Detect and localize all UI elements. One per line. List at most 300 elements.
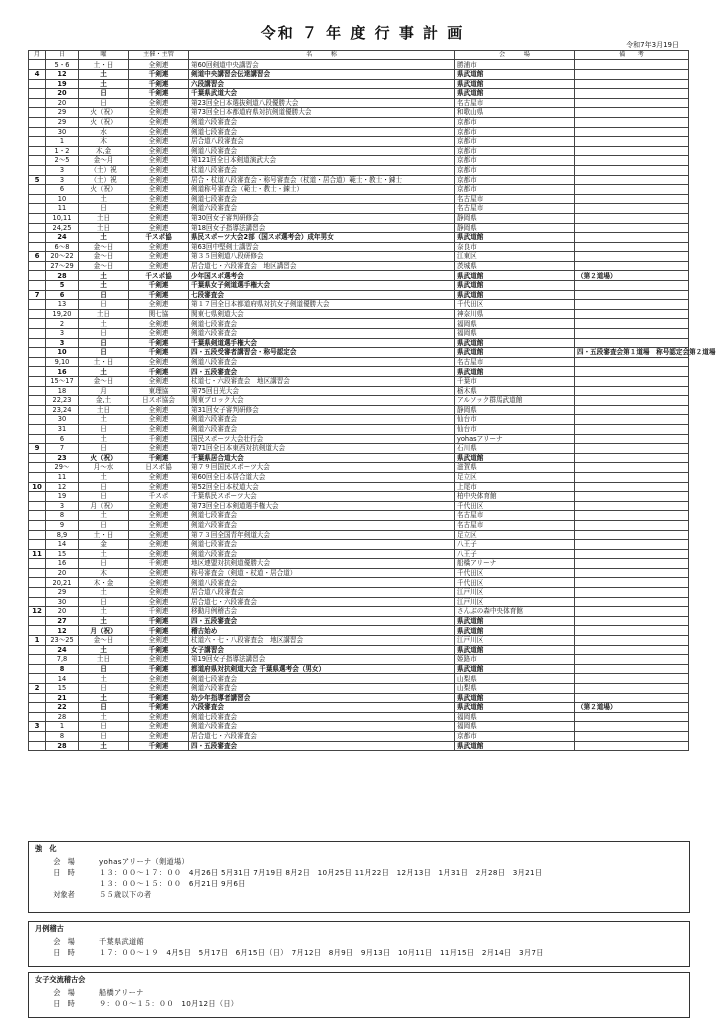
- cell-weekday: 日: [79, 204, 129, 214]
- cell-remarks: [575, 175, 689, 185]
- cell-remarks: [575, 645, 689, 655]
- table-row: [29, 329, 689, 339]
- cell-venue: 福岡県: [455, 712, 575, 722]
- cell-event-name: 第52回全日本杖道大会: [189, 482, 455, 492]
- cell-month: [29, 89, 46, 99]
- table-row: [29, 213, 689, 223]
- table-row: [29, 108, 689, 118]
- cell-event-name: 女子講習会: [189, 645, 455, 655]
- cell-month: [29, 146, 46, 156]
- cell-event-name: 剣道八段審査会: [189, 578, 455, 588]
- cell-month: [29, 357, 46, 367]
- cell-venue: 奈良市: [455, 242, 575, 252]
- cell-weekday: 木: [79, 568, 129, 578]
- cell-month: [29, 223, 46, 233]
- cell-day: 10,11: [46, 213, 79, 223]
- cell-weekday: 木: [79, 137, 129, 147]
- cell-organizer: 全剣連: [129, 117, 189, 127]
- header-venue: 会 場: [455, 51, 575, 60]
- table-row: [29, 146, 689, 156]
- cell-day: 13: [46, 300, 79, 310]
- cell-venue: 茨城県: [455, 261, 575, 271]
- cell-event-name: 居合道八段審査会: [189, 588, 455, 598]
- cell-remarks: [575, 674, 689, 684]
- cell-remarks: [575, 127, 689, 137]
- cell-weekday: 日: [79, 444, 129, 454]
- table-row: [29, 703, 689, 713]
- cell-weekday: 火（祝）: [79, 185, 129, 195]
- cell-organizer: 全剣連: [129, 213, 189, 223]
- cell-venue: 静岡県: [455, 213, 575, 223]
- cell-month: [29, 329, 46, 339]
- cell-event-name: 第７３回全国青年剣道大会: [189, 530, 455, 540]
- cell-venue: 県武道館: [455, 338, 575, 348]
- joshi-venue-label: 会 場: [53, 988, 75, 997]
- cell-month: [29, 165, 46, 175]
- cell-organizer: 全剣連: [129, 530, 189, 540]
- cell-venue: 県武道館: [455, 367, 575, 377]
- cell-event-name: 第71回全日本東西対抗剣道大会: [189, 444, 455, 454]
- cell-organizer: 全剣連: [129, 549, 189, 559]
- cell-day: 15～17: [46, 377, 79, 387]
- cell-day: 9: [46, 520, 79, 530]
- cell-weekday: 土: [79, 194, 129, 204]
- kyoka-time-line-2: １３：００～１５：００ 6月21日 9月6日: [99, 879, 246, 888]
- cell-day: 1・2: [46, 146, 79, 156]
- table-row: [29, 482, 689, 492]
- cell-organizer: 千剣連: [129, 281, 189, 291]
- cell-day: 24: [46, 645, 79, 655]
- cell-month: [29, 453, 46, 463]
- cell-remarks: [575, 156, 689, 166]
- cell-event-name: 関東ブロック大会: [189, 396, 455, 406]
- cell-organizer: 全剣連: [129, 424, 189, 434]
- cell-event-name: 居合道八段審査会: [189, 137, 455, 147]
- cell-weekday: 土: [79, 588, 129, 598]
- cell-day: 20: [46, 607, 79, 617]
- cell-remarks: [575, 329, 689, 339]
- cell-day: 16: [46, 367, 79, 377]
- cell-day: 19: [46, 79, 79, 89]
- cell-venue: 京都市: [455, 731, 575, 741]
- cell-venue: 千代田区: [455, 578, 575, 588]
- cell-month: 12: [29, 607, 46, 617]
- cell-month: [29, 434, 46, 444]
- cell-month: [29, 492, 46, 502]
- cell-weekday: 火（祝）: [79, 117, 129, 127]
- cell-event-name: 少年国スポ選考会: [189, 271, 455, 281]
- cell-remarks: [575, 741, 689, 751]
- table-row: [29, 588, 689, 598]
- cell-day: 1: [46, 722, 79, 732]
- cell-venue: 福岡県: [455, 329, 575, 339]
- cell-organizer: 全剣連: [129, 712, 189, 722]
- cell-weekday: 日: [79, 329, 129, 339]
- cell-month: [29, 703, 46, 713]
- cell-weekday: 火（祝）: [79, 453, 129, 463]
- cell-remarks: [575, 492, 689, 502]
- cell-event-name: 居合道七・六段審査会: [189, 597, 455, 607]
- cell-weekday: 土日: [79, 309, 129, 319]
- cell-event-name: 第30回女子審判研修会: [189, 213, 455, 223]
- cell-weekday: 金～月: [79, 156, 129, 166]
- table-row: [29, 252, 689, 262]
- cell-venue: 仙台市: [455, 415, 575, 425]
- cell-month: [29, 137, 46, 147]
- cell-event-name: 居合道七・六段審査会: [189, 731, 455, 741]
- cell-event-name: 杖道六・七・八段審査会 地区講習会: [189, 636, 455, 646]
- cell-venue: 名古屋市: [455, 357, 575, 367]
- cell-organizer: 全剣連: [129, 108, 189, 118]
- cell-organizer: 全剣連: [129, 511, 189, 521]
- cell-day: 3: [46, 329, 79, 339]
- cell-weekday: 日: [79, 559, 129, 569]
- table-row: [29, 60, 689, 70]
- cell-month: [29, 578, 46, 588]
- cell-remarks: [575, 530, 689, 540]
- table-row: [29, 357, 689, 367]
- cell-venue: 福岡県: [455, 722, 575, 732]
- cell-venue: 県武道館: [455, 70, 575, 80]
- cell-remarks: [575, 588, 689, 598]
- cell-weekday: 土: [79, 472, 129, 482]
- cell-event-name: 千葉県武道大会: [189, 89, 455, 99]
- cell-remarks: [575, 434, 689, 444]
- cell-event-name: 四・五段受審者講習会・称号認定会: [189, 348, 455, 358]
- cell-weekday: 日: [79, 89, 129, 99]
- cell-remarks: [575, 137, 689, 147]
- cell-organizer: 全剣連: [129, 300, 189, 310]
- cell-venue: 京都市: [455, 137, 575, 147]
- cell-day: 3: [46, 338, 79, 348]
- cell-event-name: 第１７回全日本都道府県対抗女子剣道優勝大会: [189, 300, 455, 310]
- table-row: [29, 261, 689, 271]
- cell-venue: さんぶの森中央体育館: [455, 607, 575, 617]
- cell-event-name: 剣道六段審査会: [189, 520, 455, 530]
- cell-weekday: 土: [79, 319, 129, 329]
- cell-day: 11: [46, 204, 79, 214]
- cell-remarks: [575, 357, 689, 367]
- cell-remarks: [575, 146, 689, 156]
- cell-event-name: 稽古始め: [189, 626, 455, 636]
- cell-weekday: 日: [79, 492, 129, 502]
- cell-weekday: 土日: [79, 213, 129, 223]
- cell-month: [29, 79, 46, 89]
- cell-month: [29, 559, 46, 569]
- table-row: [29, 741, 689, 751]
- cell-venue: 名古屋市: [455, 98, 575, 108]
- joshi-box: [28, 972, 690, 1018]
- cell-venue: 江戸川区: [455, 588, 575, 598]
- table-row: [29, 223, 689, 233]
- cell-organizer: 千剣連: [129, 367, 189, 377]
- cell-day: 14: [46, 674, 79, 684]
- cell-month: [29, 472, 46, 482]
- cell-day: 16: [46, 559, 79, 569]
- cell-venue: 県武道館: [455, 703, 575, 713]
- cell-event-name: 千葉県女子剣道選手権大会: [189, 281, 455, 291]
- cell-remarks: [575, 520, 689, 530]
- cell-venue: 山梨県: [455, 684, 575, 694]
- cell-day: 3: [46, 175, 79, 185]
- cell-month: 10: [29, 482, 46, 492]
- cell-event-name: 移動月例稽古会: [189, 607, 455, 617]
- cell-organizer: 千剣連: [129, 664, 189, 674]
- cell-organizer: 関七協: [129, 309, 189, 319]
- cell-weekday: 火（祝）: [79, 108, 129, 118]
- cell-event-name: 地区連盟対抗剣道優勝大会: [189, 559, 455, 569]
- cell-venue: 足立区: [455, 530, 575, 540]
- cell-organizer: 全剣連: [129, 415, 189, 425]
- cell-day: 5・6: [46, 60, 79, 70]
- cell-remarks: [575, 511, 689, 521]
- cell-day: 8: [46, 664, 79, 674]
- cell-month: [29, 185, 46, 195]
- cell-weekday: 土: [79, 645, 129, 655]
- cell-weekday: 月（祝）: [79, 501, 129, 511]
- cell-remarks: [575, 252, 689, 262]
- header-organizer: 主催・主管: [129, 51, 189, 60]
- cell-event-name: 剣道中央講習会伝達講習会: [189, 70, 455, 80]
- cell-day: 6: [46, 185, 79, 195]
- cell-venue: 上尾市: [455, 482, 575, 492]
- table-row: [29, 616, 689, 626]
- cell-day: 7,8: [46, 655, 79, 665]
- cell-day: 29: [46, 117, 79, 127]
- cell-day: 10: [46, 348, 79, 358]
- cell-day: 18: [46, 386, 79, 396]
- cell-day: 30: [46, 127, 79, 137]
- cell-organizer: 全剣連: [129, 636, 189, 646]
- cell-day: 23: [46, 453, 79, 463]
- table-row: [29, 348, 689, 358]
- cell-day: 8: [46, 731, 79, 741]
- cell-weekday: 木,金: [79, 146, 129, 156]
- cell-organizer: 全剣連: [129, 597, 189, 607]
- cell-weekday: 土: [79, 674, 129, 684]
- table-row: [29, 492, 689, 502]
- cell-event-name: 剣道六段審査会: [189, 722, 455, 732]
- cell-organizer: 全剣連: [129, 98, 189, 108]
- cell-remarks: [575, 472, 689, 482]
- table-row: [29, 137, 689, 147]
- cell-weekday: （土）祝: [79, 175, 129, 185]
- getsurei-venue: 千葉県武道館: [99, 937, 144, 946]
- cell-remarks: [575, 712, 689, 722]
- cell-organizer: 全剣連: [129, 261, 189, 271]
- cell-organizer: 全剣連: [129, 722, 189, 732]
- cell-remarks: （第２道場）: [575, 703, 689, 713]
- cell-venue: 京都市: [455, 127, 575, 137]
- cell-organizer: 全剣連: [129, 194, 189, 204]
- cell-event-name: 千葉県居合道大会: [189, 453, 455, 463]
- cell-day: 12: [46, 626, 79, 636]
- cell-remarks: [575, 319, 689, 329]
- cell-venue: 千葉市: [455, 377, 575, 387]
- cell-month: [29, 405, 46, 415]
- cell-day: 22,23: [46, 396, 79, 406]
- cell-event-name: 第75回日光大会: [189, 386, 455, 396]
- cell-remarks: [575, 636, 689, 646]
- kyoka-box: [28, 841, 690, 913]
- table-row: [29, 712, 689, 722]
- cell-venue: 県武道館: [455, 281, 575, 291]
- cell-weekday: 土: [79, 741, 129, 751]
- cell-organizer: 千剣連: [129, 290, 189, 300]
- cell-organizer: 全剣連: [129, 568, 189, 578]
- cell-organizer: 全剣連: [129, 223, 189, 233]
- table-row: [29, 444, 689, 454]
- table-row: [29, 453, 689, 463]
- cell-event-name: 七段審査会: [189, 290, 455, 300]
- table-row: [29, 731, 689, 741]
- kyoka-target: ５５歳以下の者: [99, 890, 152, 899]
- cell-organizer: 全剣連: [129, 731, 189, 741]
- table-row: [29, 655, 689, 665]
- cell-organizer: 全剣連: [129, 60, 189, 70]
- cell-month: 1: [29, 636, 46, 646]
- cell-weekday: 木・金: [79, 578, 129, 588]
- cell-weekday: 金,土: [79, 396, 129, 406]
- cell-month: [29, 511, 46, 521]
- cell-event-name: 第３５回剣道八段研修会: [189, 252, 455, 262]
- cell-day: 6: [46, 290, 79, 300]
- cell-month: [29, 415, 46, 425]
- cell-event-name: 千葉県民スポーツ大会: [189, 492, 455, 502]
- cell-remarks: [575, 626, 689, 636]
- cell-month: [29, 261, 46, 271]
- issue-date: 令和7年3月19日: [626, 41, 679, 49]
- cell-organizer: 全剣連: [129, 165, 189, 175]
- kyoka-heading: 強 化: [35, 844, 57, 853]
- cell-month: [29, 597, 46, 607]
- cell-venue: 八王子: [455, 549, 575, 559]
- cell-month: 2: [29, 684, 46, 694]
- table-row: [29, 309, 689, 319]
- cell-day: 27～29: [46, 261, 79, 271]
- cell-weekday: 土: [79, 233, 129, 243]
- cell-weekday: 土: [79, 70, 129, 80]
- cell-remarks: [575, 684, 689, 694]
- cell-event-name: 四・五段審査会: [189, 741, 455, 751]
- table-row: [29, 386, 689, 396]
- cell-day: 11: [46, 472, 79, 482]
- cell-organizer: 全剣連: [129, 137, 189, 147]
- cell-month: [29, 588, 46, 598]
- table-row: [29, 530, 689, 540]
- cell-month: 9: [29, 444, 46, 454]
- cell-day: 20: [46, 568, 79, 578]
- cell-month: [29, 655, 46, 665]
- cell-remarks: [575, 213, 689, 223]
- cell-venue: 八王子: [455, 540, 575, 550]
- cell-day: 29～: [46, 463, 79, 473]
- cell-venue: 石川県: [455, 444, 575, 454]
- cell-weekday: 金～日: [79, 636, 129, 646]
- cell-weekday: 月（祝）: [79, 626, 129, 636]
- cell-organizer: 千剣連: [129, 348, 189, 358]
- cell-organizer: 千剣連: [129, 741, 189, 751]
- cell-remarks: [575, 194, 689, 204]
- table-row: [29, 98, 689, 108]
- cell-day: 12: [46, 70, 79, 80]
- cell-remarks: [575, 117, 689, 127]
- cell-weekday: 日: [79, 722, 129, 732]
- cell-remarks: [575, 693, 689, 703]
- cell-organizer: 全剣連: [129, 540, 189, 550]
- table-row: [29, 664, 689, 674]
- table-row: [29, 233, 689, 243]
- cell-event-name: 剣道七段審査会: [189, 540, 455, 550]
- cell-weekday: 金～日: [79, 242, 129, 252]
- cell-weekday: 日: [79, 520, 129, 530]
- cell-remarks: [575, 338, 689, 348]
- cell-day: 20: [46, 89, 79, 99]
- cell-venue: 名古屋市: [455, 511, 575, 521]
- cell-venue: 和歌山県: [455, 108, 575, 118]
- cell-event-name: 第31回女子審判研修会: [189, 405, 455, 415]
- cell-venue: 姫路市: [455, 655, 575, 665]
- cell-remarks: [575, 223, 689, 233]
- cell-remarks: [575, 405, 689, 415]
- table-row: [29, 79, 689, 89]
- cell-organizer: 全剣連: [129, 127, 189, 137]
- cell-venue: 静岡県: [455, 405, 575, 415]
- cell-organizer: 千剣連: [129, 607, 189, 617]
- cell-weekday: （土）祝: [79, 165, 129, 175]
- table-row: [29, 645, 689, 655]
- cell-weekday: 土: [79, 434, 129, 444]
- cell-remarks: [575, 415, 689, 425]
- cell-venue: 県武道館: [455, 616, 575, 626]
- cell-weekday: 土・日: [79, 530, 129, 540]
- cell-event-name: 剣道六段審査会: [189, 329, 455, 339]
- header-month: 月: [29, 51, 46, 60]
- cell-month: 11: [29, 549, 46, 559]
- cell-organizer: 千剣連: [129, 338, 189, 348]
- cell-venue: 京都市: [455, 185, 575, 195]
- cell-organizer: 全剣連: [129, 357, 189, 367]
- joshi-time-line: ９：００～１５：００ 10月12日（日）: [99, 999, 239, 1008]
- kyoka-target-label: 対象者: [53, 890, 75, 899]
- cell-month: [29, 396, 46, 406]
- table-row: [29, 540, 689, 550]
- cell-organizer: 全剣連: [129, 501, 189, 511]
- table-row: [29, 300, 689, 310]
- table-row: [29, 568, 689, 578]
- cell-day: 3: [46, 165, 79, 175]
- table-row: [29, 338, 689, 348]
- cell-venue: 千代田区: [455, 300, 575, 310]
- cell-event-name: 剣道七段審査会: [189, 127, 455, 137]
- cell-event-name: 六段講習会: [189, 79, 455, 89]
- table-row: [29, 127, 689, 137]
- cell-weekday: 日: [79, 482, 129, 492]
- cell-weekday: 土: [79, 712, 129, 722]
- cell-month: [29, 98, 46, 108]
- cell-weekday: 月～水: [79, 463, 129, 473]
- cell-venue: 千代田区: [455, 501, 575, 511]
- cell-venue: 京都市: [455, 165, 575, 175]
- cell-month: [29, 60, 46, 70]
- cell-month: 7: [29, 290, 46, 300]
- cell-month: [29, 712, 46, 722]
- cell-venue: 県武道館: [455, 453, 575, 463]
- cell-organizer: 日スポ協: [129, 463, 189, 473]
- cell-venue: 県武道館: [455, 348, 575, 358]
- cell-weekday: 土: [79, 511, 129, 521]
- cell-month: [29, 300, 46, 310]
